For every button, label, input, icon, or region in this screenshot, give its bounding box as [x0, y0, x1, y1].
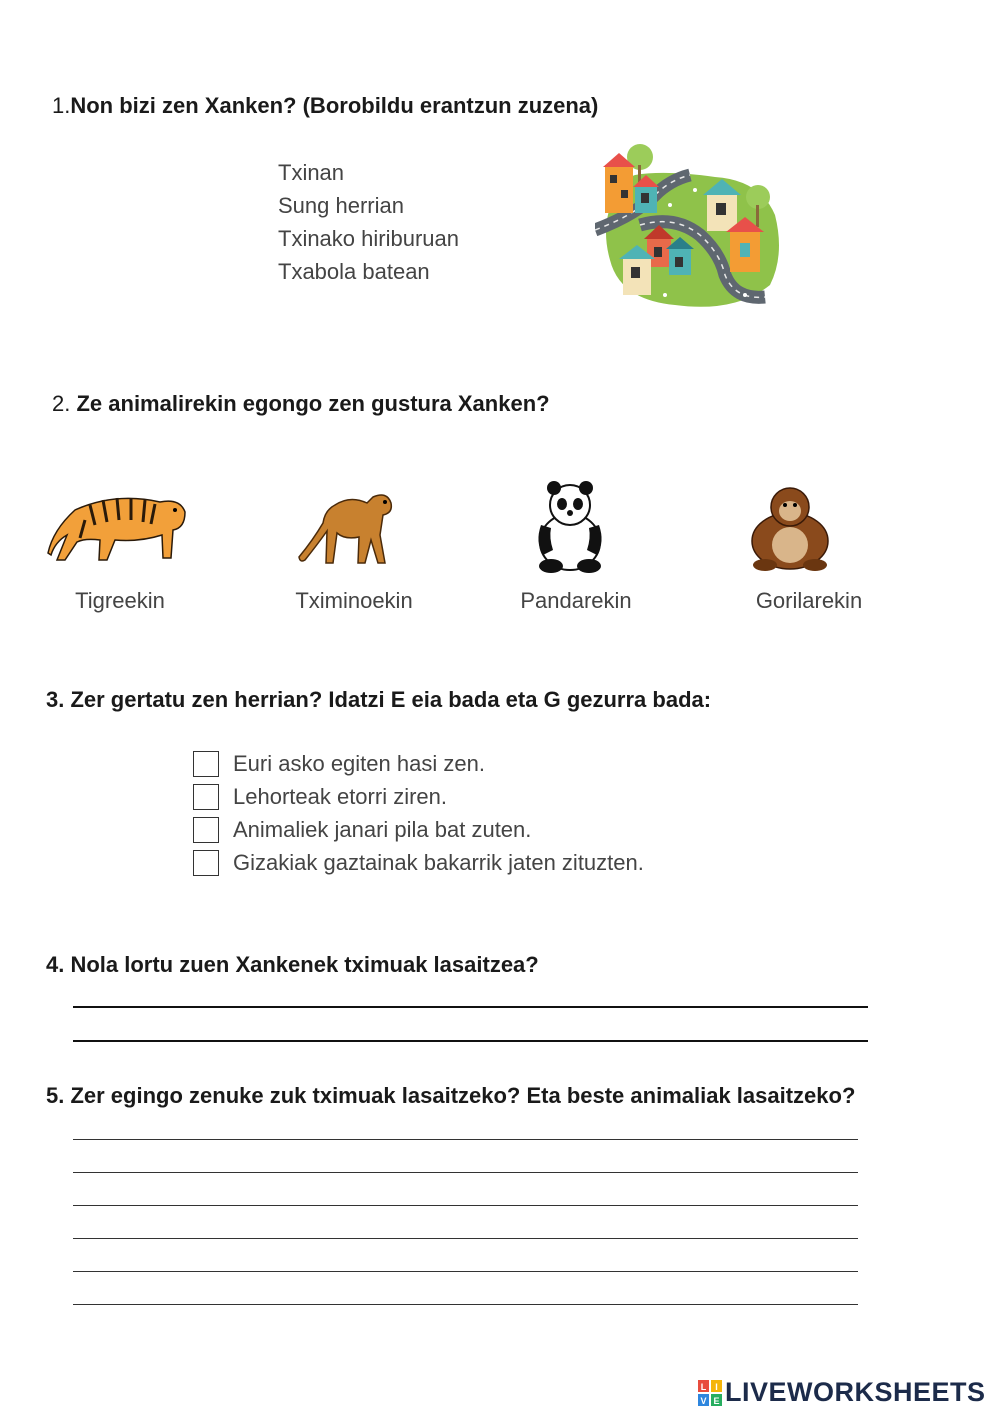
q1-option[interactable]: Txinako hiriburuan — [278, 226, 459, 251]
q3-statement-row — [193, 780, 644, 813]
statement-text: Animaliek janari pila bat zuten. — [233, 816, 532, 842]
q5-answer-line[interactable] — [73, 1271, 858, 1272]
q2-number: 2. — [52, 391, 71, 416]
liveworksheets-logo[interactable] — [698, 1377, 986, 1408]
q4-answer-line[interactable] — [73, 1006, 868, 1008]
gorilla-icon[interactable] — [745, 483, 835, 573]
q1-options — [278, 156, 459, 288]
tiger-icon[interactable] — [45, 480, 190, 570]
q3-statement-row — [193, 813, 644, 846]
animal-label-gorilla: Gorilarekin — [755, 588, 863, 613]
brand-name: LIVEWORKSHEETS — [725, 1377, 986, 1407]
q3-statements — [193, 747, 644, 879]
q3-statement-row — [193, 747, 644, 780]
answer-box[interactable] — [193, 784, 219, 810]
q1-option[interactable]: Txinan — [278, 160, 345, 185]
q1-number: 1. — [52, 93, 71, 118]
answer-box[interactable] — [193, 751, 219, 777]
svg-text:V: V — [700, 1395, 707, 1406]
logo-blocks-icon — [698, 1380, 722, 1406]
q1-title — [52, 93, 598, 119]
q2-title-text: Ze animalirekin egongo zen gustura Xanken? — [76, 391, 550, 416]
q1-option[interactable]: Txabola batean — [278, 259, 430, 284]
q5-answer-line[interactable] — [73, 1172, 858, 1173]
statement-text: Euri asko egiten hasi zen. — [233, 750, 485, 776]
q2-title — [52, 391, 550, 417]
animal-label-panda: Pandarekin — [520, 588, 632, 613]
svg-text:E: E — [713, 1395, 720, 1406]
q4-title: 4. Nola lortu zuen Xankenek tximuak lasaitzea? — [46, 952, 539, 977]
svg-text:I: I — [715, 1381, 718, 1392]
q5-answer-line[interactable] — [73, 1205, 858, 1206]
statement-text: Gizakiak gaztainak bakarrik jaten zituzten. — [233, 849, 644, 875]
svg-text:L: L — [700, 1381, 707, 1392]
answer-box[interactable] — [193, 817, 219, 843]
q5-answer-line[interactable] — [73, 1238, 858, 1239]
monkey-icon[interactable] — [295, 485, 405, 570]
village-illustration — [595, 135, 785, 315]
q3-title: 3. Zer gertatu zen herrian? Idatzi E eia bada eta G gezurra bada: — [46, 687, 712, 712]
q1-title-text: Non bizi zen Xanken? (Borobildu erantzun zuzena) — [70, 93, 599, 118]
q5-title: 5. Zer egingo zenuke zuk tximuak lasaitzeko? Eta beste animaliak lasaitzeko? — [46, 1083, 856, 1108]
animal-label-monkey: Tximinoekin — [295, 588, 413, 613]
q5-answer-line[interactable] — [73, 1304, 858, 1305]
q5-answer-line[interactable] — [73, 1139, 858, 1140]
q3-statement-row — [193, 846, 644, 879]
statement-text: Lehorteak etorri ziren. — [233, 783, 447, 809]
answer-box[interactable] — [193, 850, 219, 876]
animal-label-tiger: Tigreekin — [75, 588, 165, 613]
panda-icon[interactable] — [533, 480, 608, 575]
q4-answer-line[interactable] — [73, 1040, 868, 1042]
q1-option[interactable]: Sung herrian — [278, 193, 404, 218]
